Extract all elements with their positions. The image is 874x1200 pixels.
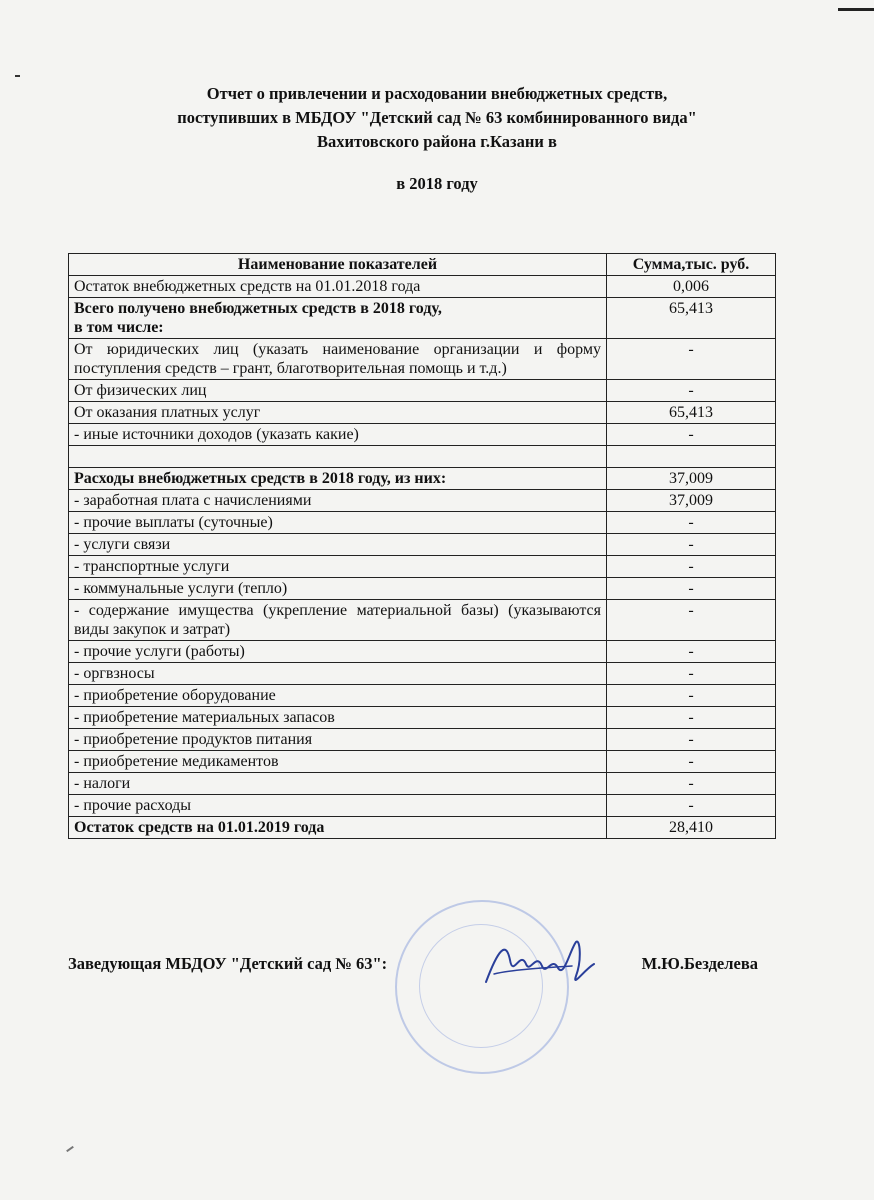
row-name [69, 446, 607, 468]
row-value: - [607, 380, 776, 402]
row-name: - услуги связи [69, 534, 607, 556]
row-value: - [607, 339, 776, 380]
row-name: - транспортные услуги [69, 556, 607, 578]
table-row [69, 685, 776, 707]
table-row [69, 795, 776, 817]
row-value: 65,413 [607, 402, 776, 424]
title-line: Вахитовского района г.Казани в [317, 132, 557, 151]
row-name: Расходы внебюджетных средств в 2018 году, из них: [69, 468, 607, 490]
table-row [69, 276, 776, 298]
table-row [69, 512, 776, 534]
row-name: - иные источники доходов (указать какие) [69, 424, 607, 446]
table-row [69, 490, 776, 512]
table-row [69, 600, 776, 641]
signatory-name: М.Ю.Безделева [641, 954, 758, 973]
row-value: - [607, 707, 776, 729]
row-value: - [607, 795, 776, 817]
table-row [69, 773, 776, 795]
header-name: Наименование показателей [69, 254, 607, 276]
row-name: - приобретение медикаментов [69, 751, 607, 773]
table-row [69, 641, 776, 663]
row-name: - заработная плата с начислениями [69, 490, 607, 512]
row-name: - прочие расходы [69, 795, 607, 817]
row-value [607, 446, 776, 468]
header-value: Сумма,тыс. руб. [607, 254, 776, 276]
row-value: - [607, 424, 776, 446]
table-row [69, 534, 776, 556]
table-row [69, 402, 776, 424]
row-name: - коммунальные услуги (тепло) [69, 578, 607, 600]
title-line: поступивших в МБДОУ "Детский сад № 63 комбинированного вида" [177, 108, 697, 127]
row-value: - [607, 578, 776, 600]
table-header-row [69, 254, 776, 276]
table-row [69, 817, 776, 839]
title-line: Отчет о привлечении и расходовании внебюджетных средств, [206, 84, 668, 103]
row-name: Остаток средств на 01.01.2019 года [69, 817, 607, 839]
signatory-position: Заведующая МБДОУ "Детский сад № 63": [68, 954, 388, 973]
row-name: Остаток внебюджетных средств на 01.01.2018 года [69, 276, 607, 298]
signature-line [68, 948, 758, 978]
table-row [69, 663, 776, 685]
row-name: - прочие выплаты (суточные) [69, 512, 607, 534]
row-name: - налоги [69, 773, 607, 795]
row-name: От юридических лиц (указать наименование организации и форму поступления средств – грант, благотворительная помощь и т.д.) [69, 339, 607, 380]
row-value: 28,410 [607, 817, 776, 839]
row-name: - приобретение продуктов питания [69, 729, 607, 751]
row-name: От физических лиц [69, 380, 607, 402]
row-name: - приобретение оборудование [69, 685, 607, 707]
table-row [69, 751, 776, 773]
row-name-line: Всего получено внебюджетных средств в 2018 году, [74, 300, 442, 317]
table-row [69, 707, 776, 729]
table-row [69, 298, 776, 339]
table-row [69, 339, 776, 380]
report-table [68, 253, 776, 839]
title-year: в 2018 году [396, 174, 478, 193]
row-value: 65,413 [607, 298, 776, 339]
row-value: 37,009 [607, 468, 776, 490]
row-name: От оказания платных услуг [69, 402, 607, 424]
row-value: - [607, 534, 776, 556]
row-value: - [607, 556, 776, 578]
row-value: - [607, 600, 776, 641]
row-name [69, 298, 607, 339]
row-value: - [607, 663, 776, 685]
scan-speck [15, 75, 20, 77]
row-name: - содержание имущества (укрепление материальной базы) (указываются виды закупок и затрат) [69, 600, 607, 641]
table-row-empty [69, 446, 776, 468]
table-row [69, 729, 776, 751]
scan-edge-mark [838, 8, 874, 11]
scan-speck [66, 1146, 74, 1152]
row-value: - [607, 773, 776, 795]
table-row [69, 468, 776, 490]
row-value: - [607, 729, 776, 751]
row-name: - прочие услуги (работы) [69, 641, 607, 663]
table-row [69, 556, 776, 578]
row-value: - [607, 685, 776, 707]
row-name: - оргвзносы [69, 663, 607, 685]
row-name: - приобретение материальных запасов [69, 707, 607, 729]
table-row [69, 578, 776, 600]
table-row [69, 424, 776, 446]
row-value: - [607, 751, 776, 773]
row-name-line: в том числе: [74, 319, 164, 336]
table-row [69, 380, 776, 402]
row-value: 0,006 [607, 276, 776, 298]
row-value: - [607, 512, 776, 534]
row-value: - [607, 641, 776, 663]
row-value: 37,009 [607, 490, 776, 512]
document-title [0, 82, 874, 196]
